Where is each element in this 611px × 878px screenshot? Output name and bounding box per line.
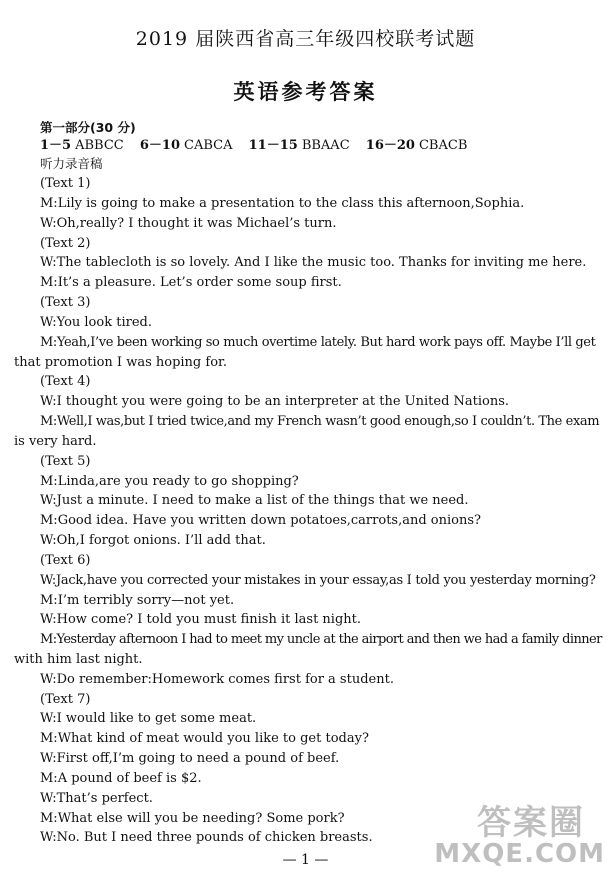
transcript-line: W:The tablecloth is so lovely. And I like the music too. Thanks for inviting me here. xyxy=(40,255,587,270)
transcript-line: W:That’s perfect. xyxy=(40,791,153,806)
watermark-bottom-text: MXQE.COM xyxy=(434,839,605,869)
transcript-line: W:Jack,have you corrected your mistakes in your essay,as I told you yesterday morning? xyxy=(40,573,596,588)
answer-letters: ABBCC xyxy=(75,138,124,153)
transcript-line: M:I’m terribly sorry—not yet. xyxy=(40,593,235,608)
transcript-line: (Text 7) xyxy=(40,692,91,707)
transcript-line: M:Good idea. Have you written down potatoes,carrots,and onions? xyxy=(40,513,481,528)
page-number: — 1 — xyxy=(282,852,329,868)
transcript-line: M:What else will you be needing? Some pork? xyxy=(40,811,345,826)
transcript-line: W:How come? I told you must finish it last night. xyxy=(40,612,362,627)
transcript-line: that promotion I was hoping for. xyxy=(14,355,227,370)
answer-range: 16－20 xyxy=(365,138,415,153)
transcript-line: M:Yeah,I’ve been working so much overtime lately. But hard work pays off. Maybe I’ll get xyxy=(40,335,596,350)
answer-letters: CABCA xyxy=(184,138,233,153)
transcript-line: (Text 5) xyxy=(40,454,91,469)
transcript-line: (Text 1) xyxy=(40,176,91,191)
transcript-line: (Text 4) xyxy=(40,374,91,389)
watermark-logo xyxy=(425,795,605,875)
transcript-line: W:Oh,really? I thought it was Michael’s turn. xyxy=(40,216,337,231)
transcript-line: W:I would like to get some meat. xyxy=(40,711,257,726)
transcript-line: W:Oh,I forgot onions. I’ll add that. xyxy=(40,533,266,548)
transcript-line: W:I thought you were going to be an interpreter at the United Nations. xyxy=(40,394,510,409)
answer-letters: CBACB xyxy=(418,138,468,153)
transcript-line: W:You look tired. xyxy=(40,315,152,330)
transcript-line: (Text 6) xyxy=(40,553,91,568)
watermark-top-text: 答案圈 xyxy=(477,803,585,843)
transcript-line: W:Do remember:Homework comes first for a student. xyxy=(40,672,394,687)
answer-key-row xyxy=(40,138,479,154)
answer-range: 1－5 xyxy=(40,138,72,153)
transcript-line: W:No. But I need three pounds of chicken breasts. xyxy=(40,830,373,845)
transcript-line: M:It’s a pleasure. Let’s order some soup first. xyxy=(40,275,342,290)
transcript-line: M:Linda,are you ready to go shopping? xyxy=(40,474,299,489)
transcript-line: M:A pound of beef is $2. xyxy=(40,771,202,786)
exam-title: 2019 届陕西省高三年级四校联考试题 xyxy=(135,28,476,50)
transcript-line: M:Lily is going to make a presentation to the class this afternoon,Sophia. xyxy=(40,196,525,211)
transcript-line: (Text 3) xyxy=(40,295,91,310)
transcript-line: with him last night. xyxy=(14,652,143,667)
subject-title: 英语参考答案 xyxy=(233,80,378,104)
transcript-line: (Text 2) xyxy=(40,236,91,251)
answer-letters: BBAAC xyxy=(301,138,350,153)
answer-range: 11－15 xyxy=(248,138,298,153)
transcript-line: M:Yesterday afternoon I had to meet my uncle at the airport and then we had a family dinner xyxy=(40,632,602,647)
part1-heading: 第一部分(30 分) xyxy=(40,120,136,135)
answer-range: 6－10 xyxy=(139,138,181,153)
transcript-line: M:What kind of meat would you like to get today? xyxy=(40,731,369,746)
transcript-line: W:First off,I’m going to need a pound of beef. xyxy=(40,751,340,766)
transcript-line: M:Well,I was,but I tried twice,and my French wasn’t good enough,so I couldn’t. The exam xyxy=(40,414,600,429)
transcript-heading: 听力录音稿 xyxy=(40,156,103,171)
transcript-line: W:Just a minute. I need to make a list of the things that we need. xyxy=(40,493,469,508)
transcript-line: is very hard. xyxy=(14,434,97,449)
